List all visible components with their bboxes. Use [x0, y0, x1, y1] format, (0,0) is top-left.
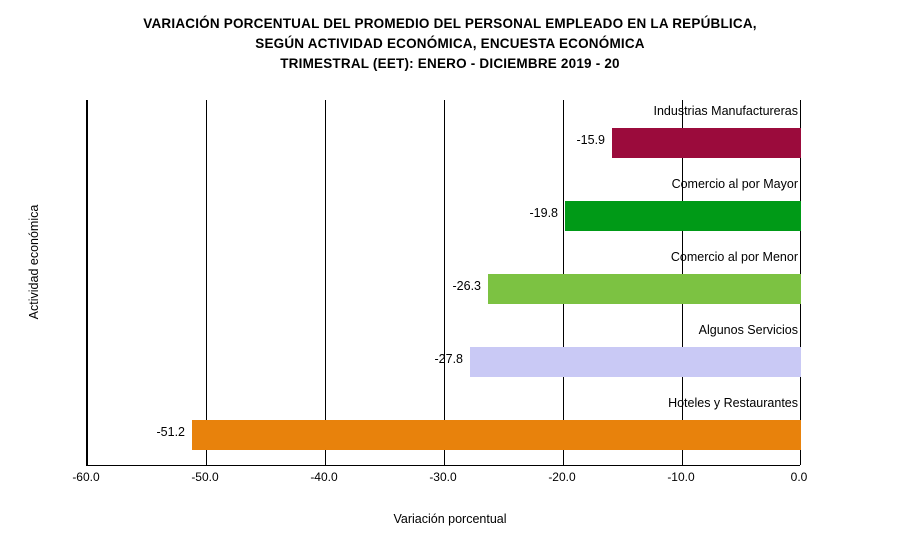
x-tick-label: -30.0 — [429, 470, 457, 484]
x-tick-label: -40.0 — [310, 470, 338, 484]
bar-value-label: -15.9 — [576, 133, 605, 147]
x-tick-label: 0.0 — [790, 470, 808, 484]
chart-title-line-1: VARIACIÓN PORCENTUAL DEL PROMEDIO DEL PERSONAL EMPLEADO EN LA REPÚBLICA, — [143, 16, 757, 31]
x-tick-label: -10.0 — [667, 470, 695, 484]
bar-hoteles-y-restaurantes — [192, 420, 801, 450]
bar-comercio-al-por-menor — [488, 274, 801, 304]
x-axis-title: Variación porcentual — [393, 512, 507, 526]
bar-category-label: Hoteles y Restaurantes — [668, 396, 798, 410]
x-tick-label: -60.0 — [72, 470, 100, 484]
bar-category-label: Industrias Manufactureras — [653, 104, 798, 118]
bar-row — [87, 246, 800, 319]
bar-value-label: -27.8 — [434, 352, 463, 366]
bar-row — [87, 100, 800, 173]
bar-category-label: Comercio al por Mayor — [671, 177, 798, 191]
x-axis-line — [86, 465, 800, 466]
bar-value-label: -26.3 — [452, 279, 481, 293]
bar-value-label: -19.8 — [529, 206, 558, 220]
y-axis-title: Actividad económica — [27, 204, 41, 320]
x-tick-label: -50.0 — [191, 470, 219, 484]
bar-row — [87, 319, 800, 392]
bar-industrias-manufactureras — [612, 128, 801, 158]
x-tick-label: -20.0 — [548, 470, 576, 484]
bar-algunos-servicios — [470, 347, 801, 377]
chart-title-line-2: SEGÚN ACTIVIDAD ECONÓMICA, ENCUESTA ECONÓMICA — [255, 36, 645, 51]
chart-title — [0, 14, 900, 74]
bar-comercio-al-por-mayor — [565, 201, 801, 231]
plot-area — [86, 100, 800, 465]
bar-row — [87, 392, 800, 465]
bar-row — [87, 173, 800, 246]
bar-category-label: Algunos Servicios — [698, 323, 798, 337]
chart-title-line-3: TRIMESTRAL (EET): ENERO - DICIEMBRE 2019 - 20 — [280, 56, 620, 71]
bar-category-label: Comercio al por Menor — [670, 250, 798, 264]
bar-value-label: -51.2 — [156, 425, 185, 439]
